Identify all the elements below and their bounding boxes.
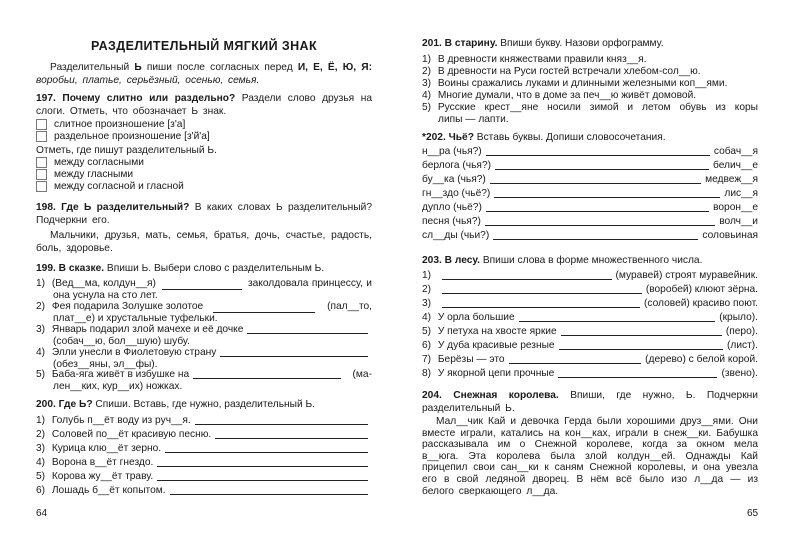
list-item [36,414,372,427]
answer-blank[interactable] [490,182,701,184]
exercise-number: 199. [36,263,56,274]
item-continuation: лен__ких, кур__их) ножках. [53,381,183,392]
answer-blank[interactable] [485,224,715,226]
exercise-heading: В сказке. [58,263,105,274]
item-number: 5) [36,369,46,380]
phrase-left: гн__здо (чьё?) [422,188,491,199]
item-text: Корова жу__ёт траву. [51,471,154,482]
item-continuation: плат__е) и хрустальные туфельки. [53,313,218,324]
item-text: Ворона в__ёт гнездо. [51,457,154,468]
item-text: (Вед__ма, колдун__я) [51,278,156,289]
list-item [422,339,758,352]
page-number: 65 [747,508,759,519]
phrase-left: берлога (чья?) [422,160,491,171]
rule-examples: воробьи, платье, серьёзный, осенью, семья. [36,75,260,86]
item-text: В древности княжествами правили княз__я. [437,54,647,65]
phrase-right: ворон__е [713,202,758,213]
answer-blank[interactable] [561,334,722,336]
story-text: Мал__чик Кай и девочка Герда были хорошими друз__ями. Они вместе играли, катались на кон__ках, играли в снеж__ки. Бабушка рассказывала им о Снежной королеве, когда за окном мела в__юга. Эта королева была злой колдун__ей. Однажды Кай прицепил свои сан__ки к саням Снежной королевы, и она увезла его в свой ледяной дворец. В нём всё было изо л__да — из белого сверкающего л__да. [422,416,758,497]
exercise-203 [422,254,758,267]
option-label: раздельное произношение [з'й'а] [54,131,210,142]
item-number: 1) [422,270,432,281]
item-number: 4) [36,347,46,358]
option-label: между согласной и гласной [54,181,184,192]
page-title: РАЗДЕЛИТЕЛЬНЫЙ МЯГКИЙ ЗНАК [90,39,317,53]
checkbox[interactable] [36,157,47,168]
rule-text-before: Разделительный [50,62,135,73]
answer-blank[interactable] [495,168,709,170]
item-continuation: она уснула на сто лет. [53,290,158,301]
item-number: 3) [422,78,432,89]
answer-blank[interactable] [193,377,340,379]
item-text: Курица клю__ёт зерно. [51,443,162,454]
exercise-text: Вставь буквы. Допиши словосочетания. [476,132,666,143]
item-text: (пал__то, [327,301,372,312]
item-text: Голубь п__ёт воду из руч__я. [51,415,191,426]
item-text: (перо). [725,326,758,337]
item-text: Берёзы — это [437,354,505,365]
list-item [422,311,758,324]
phrase-left: бу__ка (чья?) [422,174,486,185]
exercise-number: 200. [36,399,56,410]
item-number: 6) [36,485,46,496]
option-item [36,180,184,193]
item-text: У петуха на хвосте яркие [437,326,557,337]
checkbox[interactable] [36,181,47,192]
list-item [422,367,758,380]
option-label: между гласными [54,169,134,180]
answer-blank[interactable] [559,348,723,350]
item-continuation: липы — лапти. [438,114,509,125]
exercise-204 [422,389,758,415]
exercise-heading: Почему слитно или раздельно? [62,93,236,104]
exercise-number: 197. [36,93,56,104]
checkbox[interactable] [36,131,47,142]
answer-blank[interactable] [170,493,368,495]
item-text: У якорной цепи прочные [437,368,555,379]
exercise-heading: В старину. [444,38,498,49]
exercise-heading: В лесу. [444,255,480,266]
item-text: Элли унесли в Фиолетовую страну [51,347,217,358]
item-text: Лошадь б__ёт копытом. [51,485,166,496]
answer-blank[interactable] [157,465,368,467]
phrase-row [422,173,758,186]
list-item [422,353,758,366]
exercise-200 [36,398,372,411]
item-number: 4) [422,90,432,101]
answer-blank[interactable] [509,362,642,364]
answer-blank[interactable] [442,306,640,308]
answer-blank[interactable] [442,292,642,294]
checkbox[interactable] [36,169,47,180]
rule-soft-sign: Ь [134,62,142,73]
answer-blank[interactable] [486,210,709,212]
item-text: (крыло). [719,312,758,323]
exercise-heading: Снежная королева. [453,390,559,401]
exercise-heading: Где Ь? [58,399,93,410]
item-text: Январь подарил злой мачехе и её дочке [51,324,244,335]
exercise-text: Впиши Ь. Выбери слово с разделительным Ь. [106,263,325,274]
item-text: (воробей) клюют зёрна. [645,284,758,295]
item-text: заколдовала принцессу, и [247,278,372,289]
exercise-199 [36,262,372,275]
answer-blank[interactable] [247,332,368,334]
exercise-heading: Чьё? [448,132,474,143]
item-number: 3) [36,443,46,454]
answer-blank[interactable] [165,451,368,453]
answer-blank[interactable] [519,320,716,322]
exercise-text: Впиши букву. Назови орфограмму. [500,38,664,49]
item-number: 5) [36,471,46,482]
list-item [36,428,372,441]
item-text: Русские крест__яне носили зимой и летом обувь из коры [437,102,758,113]
exercise-197 [36,92,372,118]
item-number: 2) [422,66,432,77]
item-text: Фея подарила Золушке золотое [51,301,204,312]
list-item [36,470,372,483]
item-text: Многие думали, что в доме за печ__ю живёт домовой. [437,90,697,101]
exercise-text: Спиши. Вставь, где нужно, разделительный Ь. [95,399,315,410]
item-number: 4) [36,457,46,468]
item-number: 7) [422,354,432,365]
list-item [36,442,372,455]
item-text: У орла большие [437,312,515,323]
item-number: 8) [422,368,432,379]
rule-colon: : [368,62,372,73]
exercise-198 [36,201,372,227]
item-continuation: (обез__яны, эл__фы). [53,359,158,370]
option-item [36,130,210,143]
answer-blank[interactable] [493,238,698,240]
list-item [36,456,372,469]
item-continuation: (собач__ю, бол__шую) шубу. [53,336,190,347]
phrase-right: волч__и [719,216,758,227]
exercise-number: 201. [422,38,442,49]
exercise-text: Раздели слово друзья на слоги. Отметь, что обозначает Ь знак. [36,93,373,117]
item-number: 2) [36,301,46,312]
exercise-number: *202. [422,132,446,143]
page-number: 64 [36,508,48,519]
item-text: (лист). [726,340,758,351]
item-text: (ма- [352,369,372,380]
item-number: 3) [36,324,46,335]
item-text: Воины сражались луками и длинными железными коп__ями. [437,78,728,89]
phrase-row [422,229,758,242]
list-item [36,484,372,497]
exercise-number: 198. [36,202,56,213]
exercise-text: Впиши, где нужно, Ь. Подчеркни разделительный Ь. [422,390,758,414]
phrase-left: сл__ды (чьи?) [422,230,490,241]
rule-text-mid: пиши после согласных перед [141,62,298,73]
exercise-number: 204. [422,390,442,401]
item-text: (соловей) красиво поют. [644,298,758,309]
exercise-number: 203. [422,255,442,266]
phrase-left: песня (чья?) [422,216,481,227]
exercise-heading: Где Ь разделительный? [61,202,190,213]
item-text: (звено). [721,368,758,379]
list-item [422,269,758,282]
item-number: 5) [422,326,432,337]
item-text: В древности на Руси гостей встречали хлебом-сол__ю. [437,66,701,77]
item-text: Баба-яга живёт в избушке на [51,369,190,380]
item-number: 6) [422,340,432,351]
exercise-text: В каких словах Ь разделительный? Подчеркни его. [36,202,372,226]
item-number: 4) [422,312,432,323]
list-item [422,283,758,296]
answer-blank[interactable] [558,376,717,378]
answer-blank[interactable] [213,302,315,313]
item-number: 1) [36,415,46,426]
item-number: 3) [422,298,432,309]
item-number: 1) [422,54,432,65]
item-text: (муравей) строят муравейник. [615,270,758,281]
phrase-row [422,201,758,214]
item-number: 2) [422,284,432,295]
checkbox[interactable] [36,119,47,130]
item-number: 2) [36,429,46,440]
phrase-right: собач__я [713,146,758,157]
right-page [398,0,796,540]
phrase-row [422,145,758,158]
phrase-row [422,159,758,172]
word-list: Мальчики, друзья, мать, семья, братья, дочь, счастье, радость, боль, здоровье. [36,230,372,254]
phrase-right: белич__е [713,160,758,171]
answer-blank[interactable] [486,154,710,156]
answer-blank[interactable] [442,278,612,280]
phrase-left: н__ра (чья?) [422,146,482,157]
item-text: (дерево) с белой корой. [645,354,758,365]
phrase-row [422,215,758,228]
option-label: между согласными [54,157,144,168]
exercise-202 [422,131,758,144]
list-item [422,325,758,338]
exercise-201 [422,37,758,50]
question-text: Отметь, где пишут разделительный Ь. [36,145,217,156]
rule-vowels: И, Е, Ё, Ю, Я [297,62,369,73]
list-item [422,297,758,310]
answer-blank[interactable] [162,279,242,290]
answer-blank[interactable] [195,423,368,425]
item-text: Соловей по__ёт красивую песню. [51,429,212,440]
answer-blank[interactable] [215,437,368,439]
exercise-text: Впиши слова в форме множественного числа. [482,255,703,266]
item-text: У дуба красивые резные [437,340,555,351]
answer-blank[interactable] [157,479,368,481]
item-number: 5) [422,102,432,113]
rule-box [36,61,372,87]
answer-blank[interactable] [494,196,720,198]
phrase-row [422,187,758,200]
phrase-right: лис__я [724,188,758,199]
phrase-right: медвеж__я [705,174,758,185]
option-label: слитное произношение [з'а] [54,119,186,130]
answer-blank[interactable] [220,355,368,357]
phrase-left: дупло (чьё?) [422,202,482,213]
item-number: 1) [36,278,46,289]
phrase-right: соловьиная [702,230,758,241]
